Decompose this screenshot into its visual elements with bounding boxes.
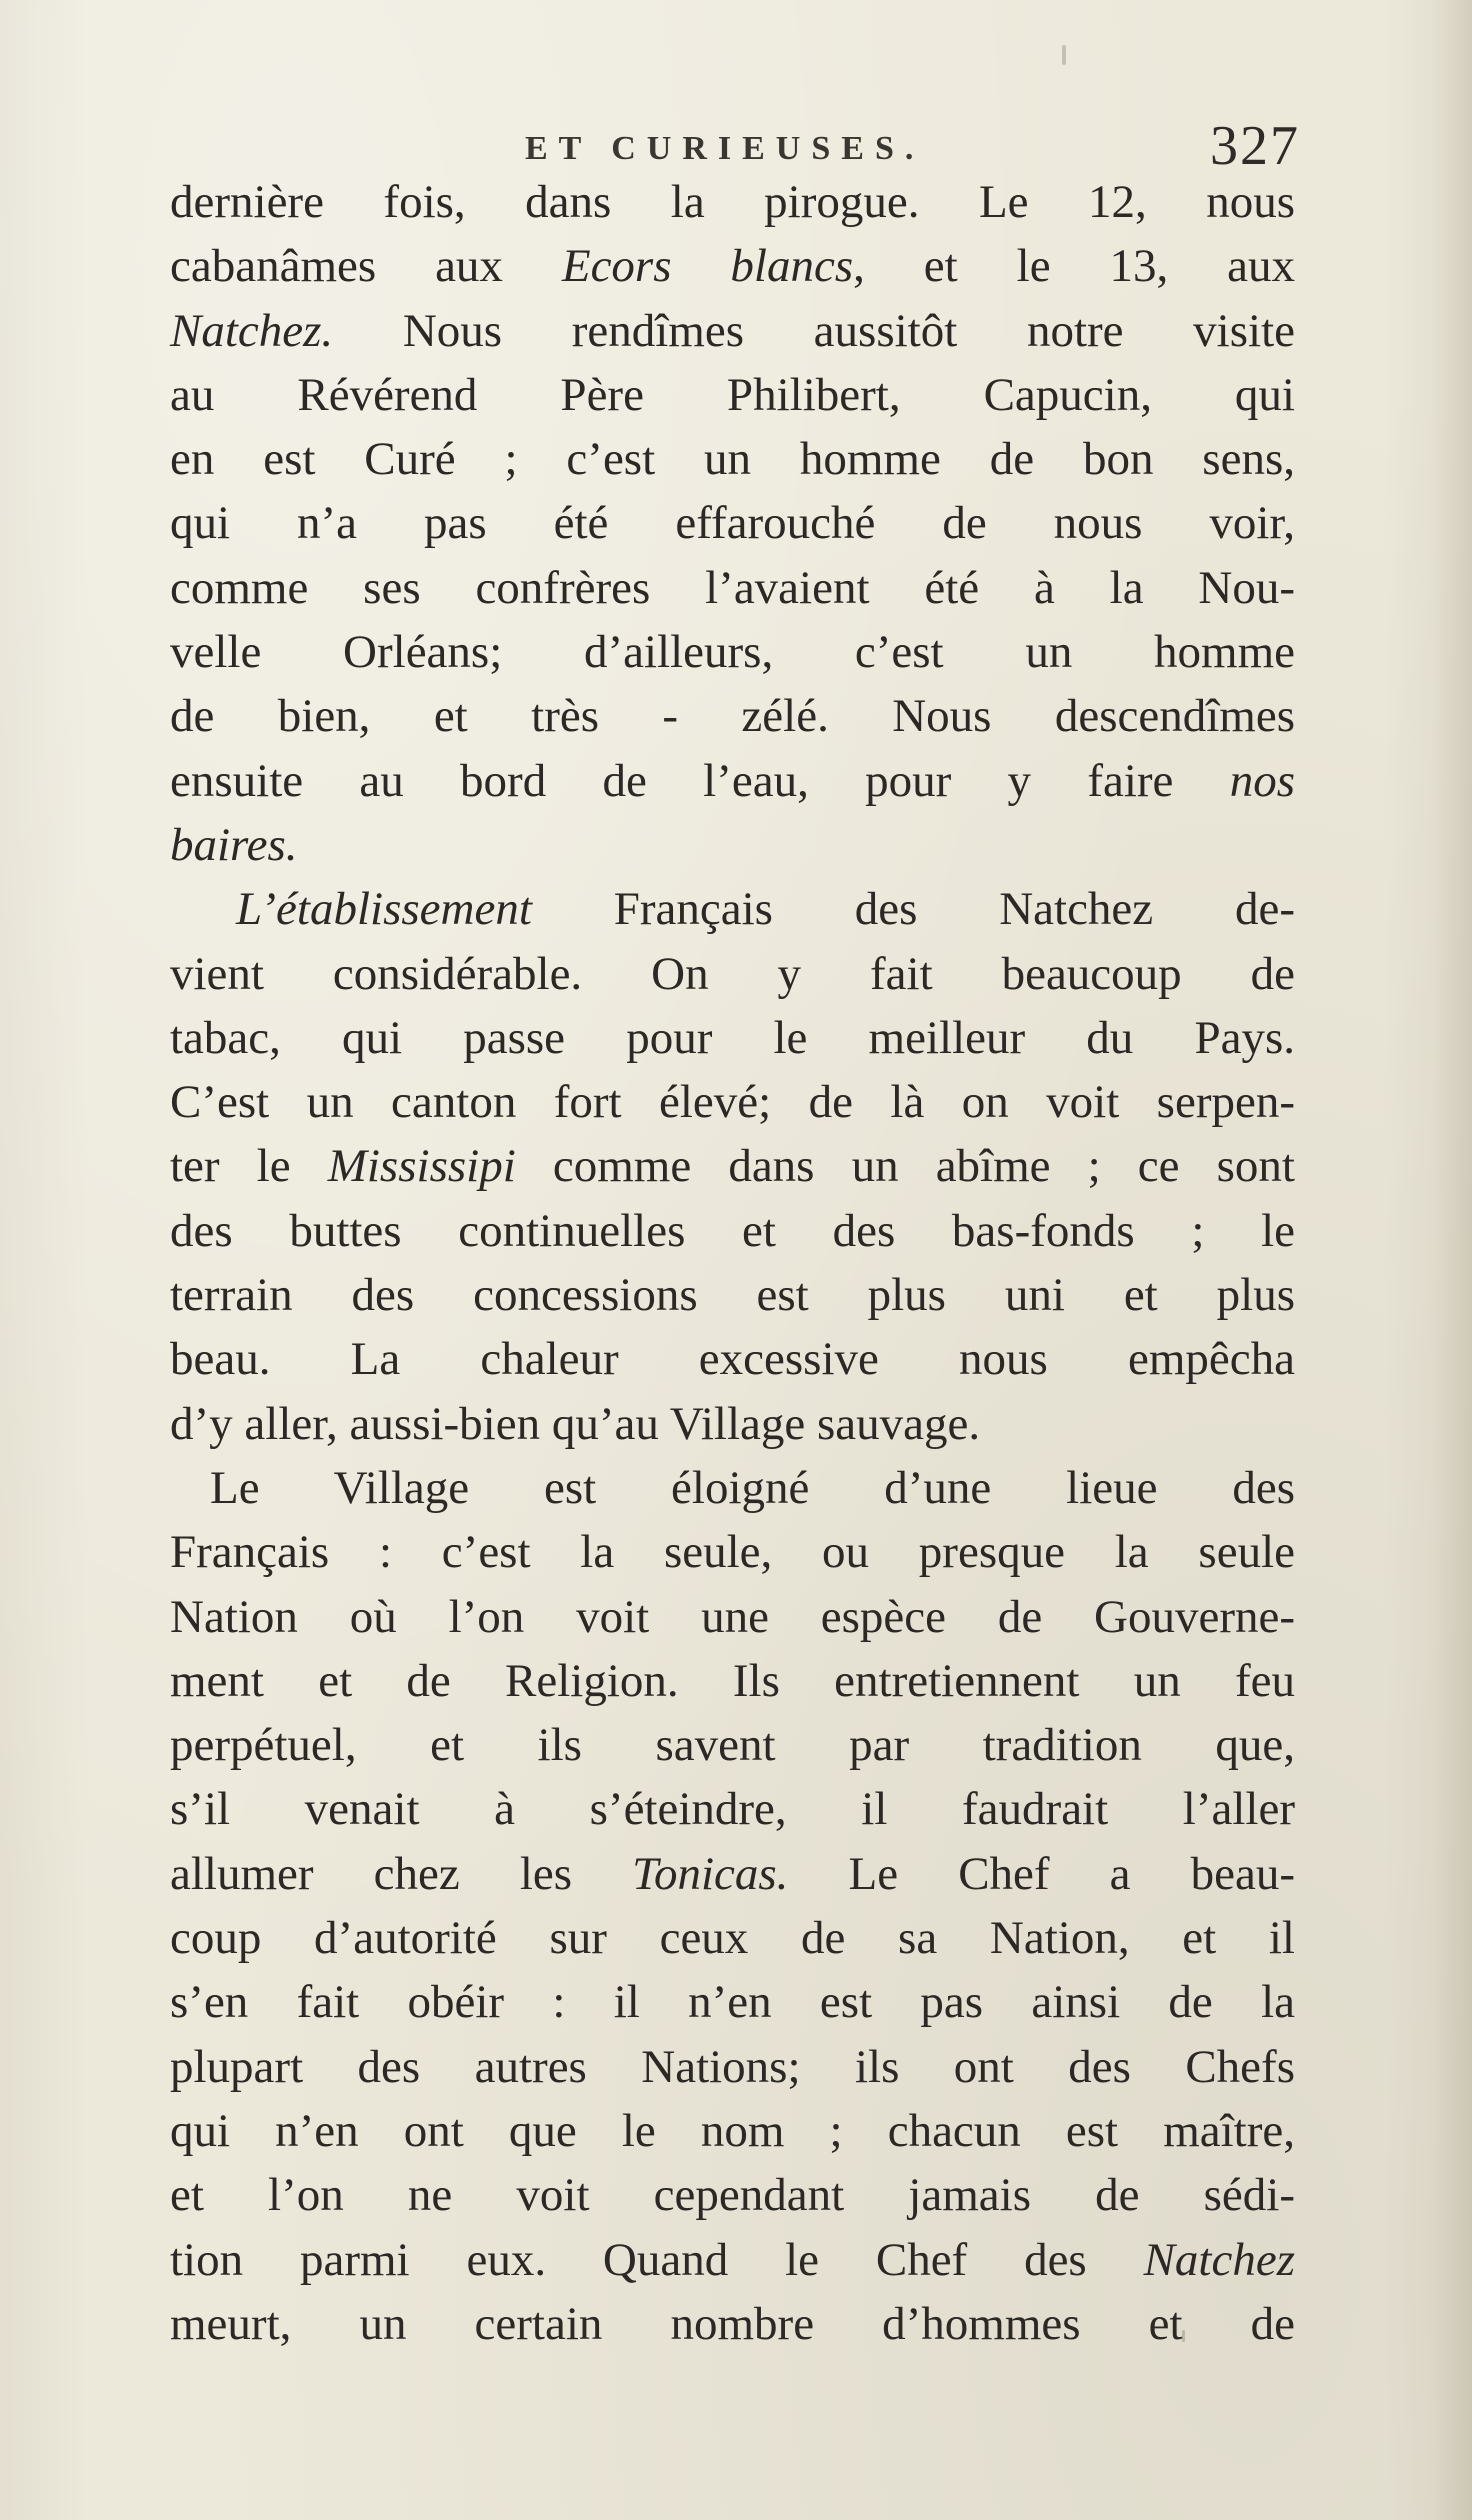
text-segment: Nous rendîmes aussitôt notre visite [333,304,1295,357]
text-segment: plupart des autres Nations; ils ont des Chefs [170,2040,1295,2093]
text-line [170,1134,1295,1198]
text-segment: des buttes continuelles et des bas-fonds ; le [170,1204,1295,1257]
text-line [170,1906,1295,1970]
text-line [170,1327,1295,1391]
text-line [170,491,1295,555]
text-line [170,2163,1295,2227]
text-line [170,1263,1295,1327]
text-segment: velle Orléans; d’ailleurs, c’est un homme [170,626,1295,679]
text-line [170,556,1295,620]
text-segment: ensuite au bord de l’eau, pour y faire [170,754,1230,807]
text-segment: et l’on ne voit cependant jamais de sédi- [170,2169,1295,2222]
text-segment: tion parmi eux. Quand le Chef des [170,2233,1144,2286]
text-line [170,234,1295,298]
page-number: 327 [1210,115,1300,177]
text-segment: Français des Natchez de- [531,883,1295,936]
text-segment: tabac, qui passe pour le meilleur du Pays. [170,1011,1295,1064]
text-segment: au Révérend Père Philibert, Capucin, qui [170,368,1295,421]
text-segment: vient considérable. On y fait beaucoup de [170,947,1295,1000]
text-segment: C’est un canton fort élevé; de là on voit serpen- [170,1076,1295,1129]
text-line [170,749,1295,813]
ink-speck [1182,2330,1185,2342]
text-line [170,620,1295,684]
text-line [170,1070,1295,1134]
text-line [170,2035,1295,2099]
text-line [170,1777,1295,1841]
text-segment: beau. La chaleur excessive nous empêcha [170,1333,1295,1386]
italic-text: baires. [170,818,298,871]
italic-text: Natchez. [170,304,334,357]
body-text [170,170,1295,2356]
italic-text: Mississipi [327,1140,516,1193]
text-line [170,1713,1295,1777]
ink-speck [1062,45,1066,65]
text-segment: ter le [170,1140,328,1193]
text-segment: meurt, un certain nombre d’hommes et de [170,2297,1295,2350]
text-line [170,1392,1295,1456]
text-segment: de bien, et très - zélé. Nous descendîmes [170,690,1295,743]
text-segment: , et le 13, aux [853,240,1296,293]
text-segment: Le Chef a beau- [788,1847,1295,1900]
text-line [170,684,1295,748]
text-segment: comme dans un abîme ; ce sont [515,1140,1295,1193]
italic-text: Natchez [1143,2233,1295,2286]
text-line [170,1520,1295,1584]
text-segment: allumer chez les [170,1847,633,1900]
text-line [170,942,1295,1006]
text-segment: terrain des concessions est plus uni et plus [170,1269,1295,1322]
text-segment: qui n’en ont que le nom ; chacun est maître, [170,2104,1295,2157]
text-segment: d’y aller, aussi-bien qu’au Village sauvage. [170,1397,981,1450]
text-segment: cabanâmes aux [170,240,562,293]
text-line [170,2292,1295,2356]
text-segment: dernière fois, dans la pirogue. Le 12, nous [170,176,1295,228]
italic-text: nos [1229,754,1295,807]
text-line [170,1842,1295,1906]
text-line [170,170,1295,234]
text-segment: Français : c’est la seule, ou presque la seule [170,1526,1295,1579]
text-line [170,299,1295,363]
italic-text: L’établissement [236,883,532,936]
text-line [170,1649,1295,1713]
text-line [170,1970,1295,2034]
page-edge-shadow [1432,0,1472,2520]
text-line [170,1006,1295,1070]
text-line [170,877,1295,941]
text-line [170,813,1295,877]
text-line [170,427,1295,491]
text-segment: Le Village est éloigné d’une lieue des [210,1461,1295,1514]
text-segment: Nation où l’on voit une espèce de Gouverne- [170,1590,1295,1643]
text-segment: qui n’a pas été effarouché de nous voir, [170,497,1295,550]
italic-text: Tonicas. [632,1847,789,1900]
text-segment: s’il venait à s’éteindre, il faudrait l’aller [170,1783,1295,1836]
running-head [0,112,1472,177]
text-segment: coup d’autorité sur ceux de sa Nation, et il [170,1912,1295,1965]
text-line [170,2099,1295,2163]
text-segment: en est Curé ; c’est un homme de bon sens, [170,433,1295,486]
text-line [170,1456,1295,1520]
text-line [170,1199,1295,1263]
italic-text: Ecors blancs [561,240,854,293]
text-line [170,363,1295,427]
text-segment: s’en fait obéir : il n’en est pas ainsi de la [170,1976,1295,2029]
text-segment: perpétuel, et ils savent par tradition que, [170,1719,1295,1772]
text-line [170,2228,1295,2292]
running-title: ET CURIEUSES. [525,130,925,167]
text-segment: ment et de Religion. Ils entretiennent un feu [170,1654,1295,1707]
text-segment: comme ses confrères l’avaient été à la Nou- [170,561,1295,614]
text-line [170,1585,1295,1649]
